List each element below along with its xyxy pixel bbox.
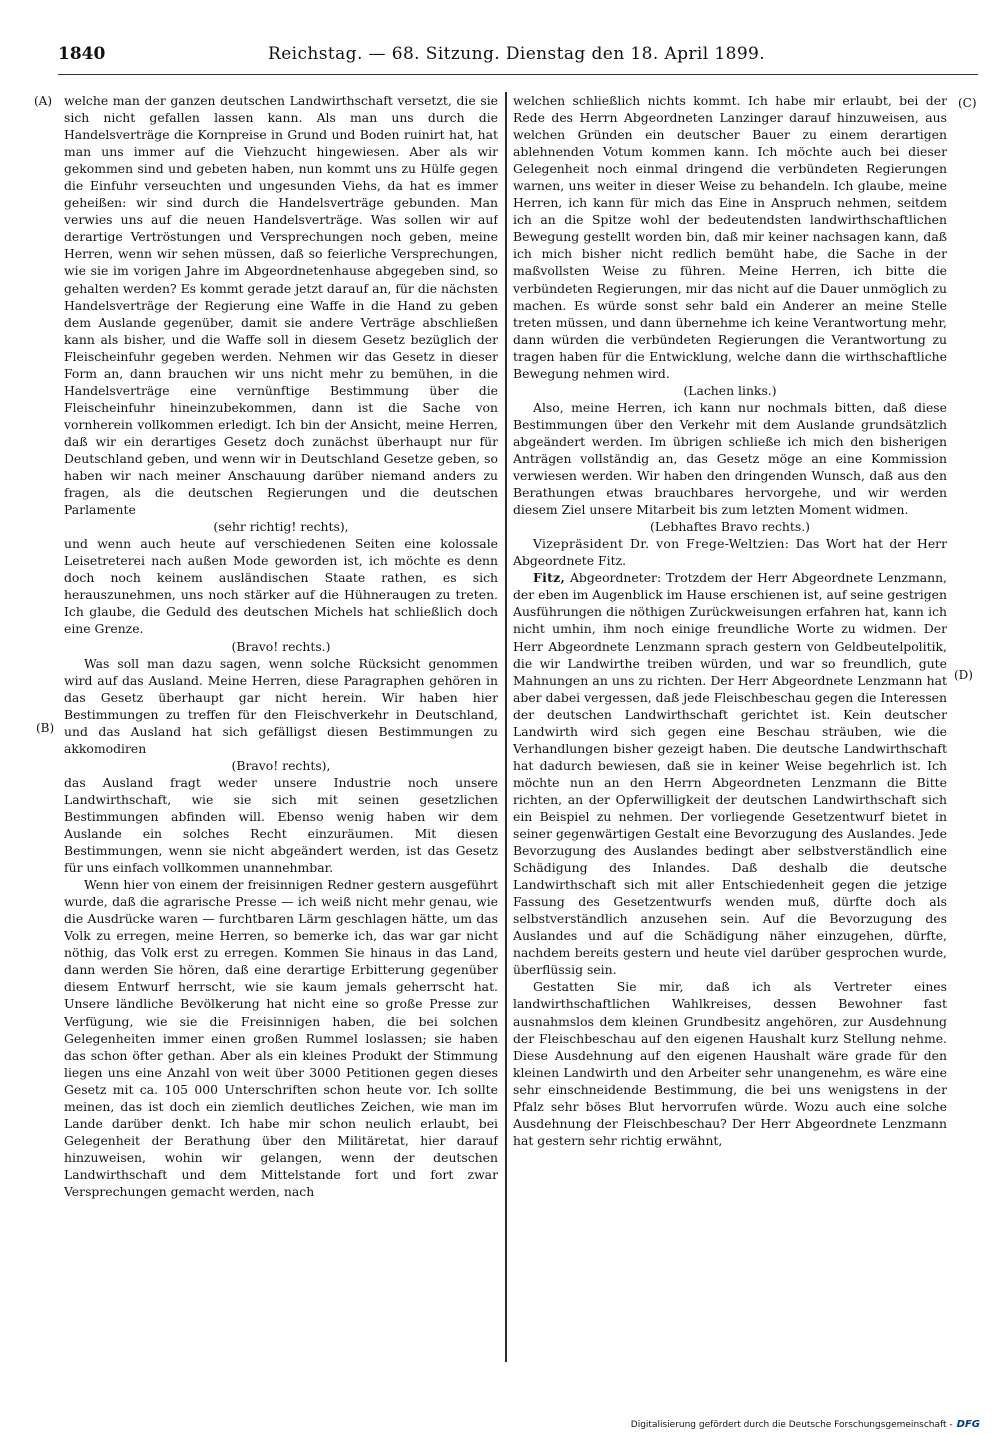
speaker-paragraph [513,535,947,569]
header-rule [58,74,978,75]
margin-marker-a: (A) [34,94,53,108]
paragraph: Also, meine Herren, ich kann nur nochmals bitten, daß diese Bestimmungen über den Verkehr mit dem Auslande grundsätzlich abgeändert werden. Im übrigen schließe ich mich den bisherigen Anträgen vollständig an, das Gesetz möge an eine Kommission verwiesen werden. Wir haben den dringenden Wunsch, daß aus den Berathungen etwas brauchbares hervorgehe, und wir werden diesem Ziel unsere Mitarbeit bis zum letzten Moment widmen. [513,399,947,518]
paragraph: das Ausland fragt weder unsere Industrie noch unsere Landwirthschaft, wie sie sich mit seinen gesetzlichen Bestimmungen abfinden will. Ebenso wenig haben wir dem Auslande ein solches Recht einzuräumen. Mit diesen Bestimmungen, wenn sie nicht abgeändert werden, ist das Gesetz für uns einfach vollkommen unannehmbar. [64,774,498,876]
remark: (Lebhaftes Bravo rechts.) [650,519,810,535]
dfg-logo: DFG [956,1419,980,1430]
speaker-text: Abgeordneter: Trotzdem der Herr Abgeordnete Lenzmann, der eben im Augenblick im Hause erschienen ist, auf seine gestrigen Ausführungen die nöthigen Zurückweisungen erfahren hat, kann ich nicht umhin, ihm noch einige freundliche Worte zu widmen. Der Herr Abgeordnete Lenzmann sprach gestern von Geldbeutelpolitik, die wir Landwirthe treiben würden, und war so freundlich, gute Mahnungen an uns zu richten. Der Herr Abgeordnete Lenzmann hat aber dabei vergessen, daß jede Fleischbeschau gegen die Interessen der deutschen Landwirthschaft gerichtet ist. Kein deutscher Landwirth wird sich gegen eine Beschau sträuben, wie die Verhandlungen bisher gezeigt haben. Die deutsche Landwirthschaft hat dadurch bewiesen, daß sie in keiner Weise begehrlich ist. Ich möchte nun an den Herrn Abgeordneten Lenzmann die Bitte richten, an der Opferwilligkeit der deutschen Landwirthschaft sich ein Beispiel zu nehmen. Der vorliegende Gesetzentwurf bietet in seiner gegenwärtigen Gestalt eine Bevorzugung des Auslandes. Jede Bevorzugung des Auslandes bedingt aber selbstverständlich eine Schädigung des Inlandes. Daß deshalb die deutsche Landwirthschaft sich mit aller Entschiedenheit gegen die jetzige Fassung des Gesetzentwurfs wenden muß, dürfte doch als selbstverständlich anzusehen sein. Auf die Bevorzugung des Auslandes und auf die Schädigung näher einzugehen, dürfte, nachdem bereits gestern und heute viel darüber gesprochen wurde, überflüssig sein. [513,570,947,978]
margin-marker-b: (B) [36,721,55,735]
speaker-name: Fitz, [533,570,566,586]
margin-marker-d: (D) [954,668,973,682]
column-divider [505,92,507,1362]
footer-text: Digitalisierung gefördert durch die Deutsche Forschungsgemeinschaft - [630,1419,953,1430]
running-title: Reichstag. — 68. Sitzung. Dienstag den 18. April 1899. [268,44,766,64]
margin-marker-c: (C) [958,96,977,110]
speaker-text: Das Wort hat der Herr Abgeordnete Fitz. [513,536,947,569]
paragraph: Gestatten Sie mir, daß ich als Vertreter eines landwirthschaftlichen Wahlkreises, dessen Bewohner fast ausnahmslos dem kleinen Grundbesitz angehören, zur Ausdehnung der Fleischbeschau auf den eigenen Haushalt kurz Stellung nehme. Diese Ausdehnung auf den eigenen Haushalt wäre grade für den kleinen Landwirth und den Arbeiter sehr unangenehm, es wäre eine sehr einschneidende Bestimmung, die bei uns wenigstens in der Pfalz sehr böses Blut hervorrufen würde. Wozu auch eine solche Ausdehnung der Fleischbeschau? Der Herr Abgeordnete Lenzmann hat gestern sehr richtig erwähnt, [513,979,947,1148]
remark: (Lachen links.) [683,382,777,398]
speaker-name: Vizepräsident Dr. von Frege-Weltzien: [533,536,790,552]
running-header [58,44,978,74]
remark: (Bravo! rechts), [231,757,331,773]
right-column [513,92,947,1360]
speaker-paragraph [513,569,947,978]
page-number: 1840 [58,44,106,64]
remark: (Bravo! rechts.) [231,638,331,654]
footer-credit [631,1419,980,1430]
paragraph: Wenn hier von einem der freisinnigen Redner gestern ausgeführt wurde, daß die agrarische Presse — ich weiß nicht mehr genau, wie die Ausdrücke waren — furchtbaren Lärm geschlagen hätte, um das Volk zu erregen, meine Herren, so bemerke ich, das war gar nicht nöthig, das Volk erst zu erregen. Kommen Sie hinaus in das Land, dann werden Sie hören, daß eine derartige Erbitterung gegenüber diesem Entwurf herrscht, wie sie kaum jemals geherrscht hat. Unsere ländliche Bevölkerung hat nicht eine so große Presse zur Verfügung, wie sie die Freisinnigen haben, die bei solchen Gelegenheiten immer einen großen Rummel loslassen; sie haben das schon öfter gethan. Aber als ein kleines Produkt der Stimmung liegen uns eine Anzahl von weit über 3000 Petitionen gegen dieses Gesetz mit ca. 105 000 Unterschriften schon heute vor. Ich sollte meinen, das ist doch ein ziemlich deutliches Zeichen, wie man im Lande darüber denkt. Ich habe mir schon neulich erlaubt, bei Gelegenheit der Berathung über den Militäretat, hier darauf hinzuweisen, wohin wir gelangen, wenn der deutschen Landwirthschaft und dem Mittelstande fort und fort zwar Versprechungen gemacht werden, nach [64,877,498,1199]
paragraph: und wenn auch heute auf verschiedenen Seiten eine kolossale Leisetreterei nach außen Mode geworden ist, ich möchte es denn doch noch keinem ausländischen Staate rathen, es sich herauszunehmen, uns noch stärker auf die Hühneraugen zu treten. Ich glaube, die Geduld des deutschen Michels hat schließlich doch eine Grenze. [64,536,498,637]
paragraph: Was soll man dazu sagen, wenn solche Rücksicht genommen wird auf das Ausland. Meine Herren, diese Paragraphen gehören in das Gesetz überhaupt gar nicht herein. Wir haben hier Bestimmungen zu treffen für den Fleischverkehr in Deutschland, und das Ausland hat sich gefälligst diesen Bestimmungen zu akkomodiren [64,655,498,756]
paragraph: welchen schließlich nichts kommt. Ich habe mir erlaubt, bei der Rede des Herrn Abgeordneten Lanzinger darauf hinzuweisen, aus welchen Gründen ein deutscher Bauer zu einem derartigen ablehnenden Votum kommen kann. Ich möchte auch bei dieser Gelegenheit noch einmal dringend die verbündeten Regierungen warnen, uns weiter in dieser Weise zu behandeln. Ich glaube, meine Herren, ich kann für mich das Eine in Anspruch nehmen, seitdem ich an die Spitze wohl der bedeutendsten landwirthschaftlichen Bewegung gestellt worden bin, daß mir keiner nachsagen kann, daß ich mich bisher nicht redlich bemüht habe, die Sache in der maßvollsten Weise zu führen. Meine Herren, ich bitte die verbündeten Regierungen, mir das nicht auf die Dauer unmöglich zu machen. Es würde sonst sehr bald ein Anderer an meine Stelle treten müssen, und dann übernehme ich keine Verantwortung mehr, dann würden die verbündeten Regierungen die Verantwortung zu tragen haben für die Entwicklung, welche dann die wirthschaftliche Bewegung nehmen wird. [513,93,947,381]
remark: (sehr richtig! rechts), [213,519,349,535]
paragraph: welche man der ganzen deutschen Landwirthschaft versetzt, die sie sich nicht gefallen lassen kann. Als man uns durch die Handelsverträge die Kornpreise in Grund und Boden ruinirt hat, hat man uns immer auf die Viehzucht hingewiesen. Aber als wir gekommen sind und gebeten haben, nun kommt uns zu Hülfe gegen die Einfuhr verseuchten und ungesunden Viehs, da hat es immer geheißen: wir sind durch die Handelsverträge gebunden. Man verwies uns auf die neuen Handelsverträge. Was sollen wir auf derartige Vertröstungen und Versprechungen noch geben, meine Herren, wenn wir sehen müssen, daß so feierliche Versprechungen, wie sie im vorigen Jahre im Abgeordnetenhause abgegeben sind, so gehalten werden? Es kommt gerade jetzt darauf an, für die nächsten Handelsverträge der Regierung eine Waffe in die Hand zu geben dem Auslande gegenüber, damit sie andere Verträge abschließen kann als bisher, und die Waffe soll in diesem Gesetz bezüglich der Fleischeinfuhr gegeben werden. Nehmen wir das Gesetz in dieser Form an, dann brauchen wir uns nicht mehr zu bemühen, in die Handelsverträge eine vernünftige Bestimmung über die Fleischeinfuhr hineinzubekommen, dann ist die Sache von vornherein vollkommen erledigt. Ich bin der Ansicht, meine Herren, daß wir ein derartiges Gesetz doch zunächst überhaupt nur für Deutschland geben, und wenn wir in Deutschland Gesetze geben, so haben wir nach meiner Anschauung darüber niemand anders zu fragen, als die deutschen Regierungen und die deutschen Parlamente [64,93,498,518]
left-column [64,92,498,1360]
